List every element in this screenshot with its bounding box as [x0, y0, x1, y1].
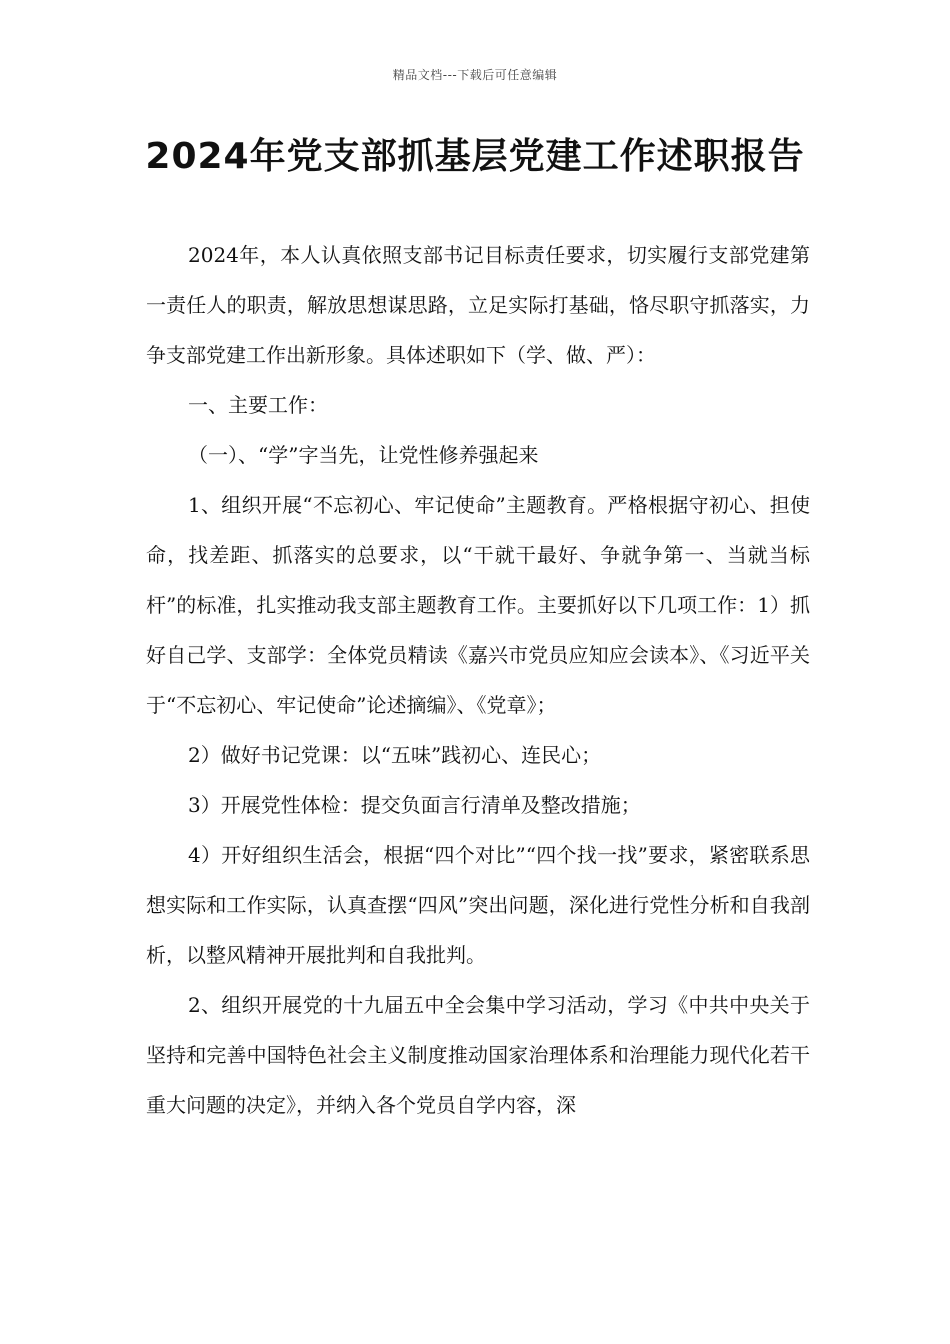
paragraph-item-1: 1、组织开展“不忘初心、牢记使命”主题教育。严格根据守初心、担使命，找差距、抓落实的总要求，以“干就干最好、争就争第一、当就当标杆”的标准，扎实推动我支部主题教育工作。主要抓好以下几项工作：1）抓好自己学、支部学：全体党员精读《嘉兴市党员应知应会读本》、《习近平关于“不忘初心、牢记使命”论述摘编》、《党章》； [146, 493, 810, 717]
paragraph-item-1-4: 4）开好组织生活会，根据“四个对比”“四个找一找”要求，紧密联系思想实际和工作实际，认真查摆“四风”突出问题，深化进行党性分析和自我剖析，以整风精神开展批判和自我批判。 [146, 843, 810, 967]
paragraph-item-2: 2、组织开展党的十九届五中全会集中学习活动，学习《中共中央关于坚持和完善中国特色社会主义制度推动国家治理体系和治理能力现代化若干重大问题的决定》，并纳入各个党员自学内容，深 [146, 993, 810, 1117]
document-title: 2024年党支部抓基层党建工作述职报告 [145, 136, 805, 177]
paragraph-item-1-2: 2）做好书记党课：以“五味”践初心、连民心； [188, 743, 602, 767]
paragraph-intro: 2024年，本人认真依照支部书记目标责任要求，切实履行支部党建第一责任人的职责，解放思想谋思路，立足实际打基础，恪尽职守抓落实，力争支部党建工作出新形象。具体述职如下（学、做、严）： [146, 243, 810, 367]
document-body [146, 230, 810, 1130]
header-note: 精品文档---下载后可任意编辑 [392, 68, 558, 82]
section-heading-main-work: 一、主要工作： [188, 393, 328, 417]
subsection-heading-study: （一）、“学”字当先，让党性修养强起来 [188, 443, 539, 467]
paragraph-item-1-3: 3）开展党性体检：提交负面言行清单及整改措施； [188, 793, 641, 817]
